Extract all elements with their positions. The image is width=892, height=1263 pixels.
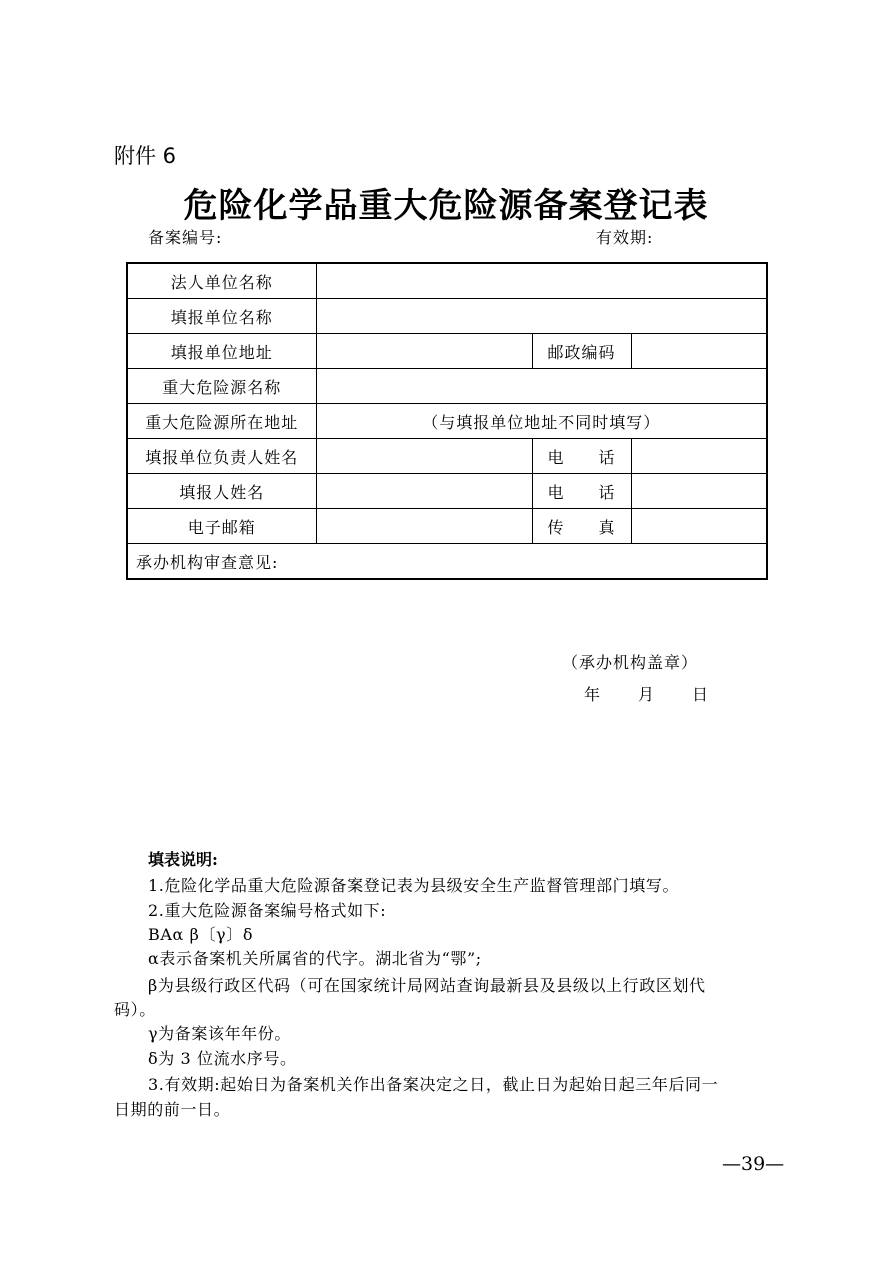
phone-label-1: 电 话 bbox=[532, 439, 631, 474]
page-number: —39— bbox=[722, 1153, 785, 1175]
legal-unit-name-label: 法人单位名称 bbox=[127, 263, 316, 299]
attachment-label: 附件 6 bbox=[114, 144, 177, 168]
form-row-hazard-address bbox=[127, 404, 767, 439]
hazard-source-address-label: 重大危险源所在地址 bbox=[127, 404, 316, 439]
date-month-label: 月 bbox=[638, 685, 656, 704]
postal-code-field[interactable] bbox=[631, 334, 767, 369]
note-line-4: α表示备案机关所属省的代字。湖北省为“鄂”; bbox=[148, 949, 482, 968]
reporting-unit-address-label: 填报单位地址 bbox=[127, 334, 316, 369]
form-row-address bbox=[127, 334, 767, 369]
phone-field-1[interactable] bbox=[631, 439, 767, 474]
note-line-1: 1.危险化学品重大危险源备案登记表为县级安全生产监督管理部门填写。 bbox=[148, 876, 680, 895]
email-label: 电子邮箱 bbox=[127, 509, 316, 544]
reporting-unit-address-field[interactable] bbox=[316, 334, 532, 369]
phone-label-2: 电 话 bbox=[532, 474, 631, 509]
fax-field[interactable] bbox=[631, 509, 767, 544]
note-line-3: BAα β〔γ〕δ bbox=[148, 925, 254, 944]
phone-field-2[interactable] bbox=[631, 474, 767, 509]
note-line-5a: β为县级行政区代码（可在国家统计局网站查询最新县及县级以上行政区划代 bbox=[148, 976, 706, 995]
email-field[interactable] bbox=[316, 509, 532, 544]
notes-title: 填表说明: bbox=[148, 850, 218, 869]
postal-code-label: 邮政编码 bbox=[532, 334, 631, 369]
form-row-hazard-name bbox=[127, 369, 767, 404]
note-line-2: 2.重大危险源备案编号格式如下: bbox=[148, 901, 387, 920]
validity-label: 有效期: bbox=[596, 228, 654, 247]
date-year-label: 年 bbox=[584, 685, 602, 704]
note-line-8a: 3.有效期:起始日为备案机关作出备案决定之日，截止日为起始日起三年后同一 bbox=[148, 1075, 719, 1094]
form-row-legal-unit bbox=[127, 263, 767, 299]
reporter-name-field[interactable] bbox=[316, 474, 532, 509]
fax-label: 传 真 bbox=[532, 509, 631, 544]
date-day-label: 日 bbox=[692, 685, 710, 704]
form-row-reporting-unit bbox=[127, 299, 767, 334]
note-line-5b: 码）。 bbox=[114, 1000, 156, 1019]
note-line-7: δ为 3 位流水序号。 bbox=[148, 1049, 297, 1068]
note-line-8b: 日期的前一日。 bbox=[114, 1100, 231, 1119]
form-row-unit-head bbox=[127, 439, 767, 474]
unit-head-name-label: 填报单位负责人姓名 bbox=[127, 439, 316, 474]
registration-number-label: 备案编号: bbox=[148, 228, 223, 247]
reporter-name-label: 填报人姓名 bbox=[127, 474, 316, 509]
hazard-source-address-field[interactable]: （与填报单位地址不同时填写） bbox=[316, 404, 767, 439]
review-opinion-label: 承办机构审查意见: bbox=[136, 553, 279, 572]
hazard-source-name-label: 重大危险源名称 bbox=[127, 369, 316, 404]
document-title: 危险化学品重大危险源备案登记表 bbox=[183, 186, 709, 226]
form-row-reporter bbox=[127, 474, 767, 509]
hazard-source-name-field[interactable] bbox=[316, 369, 767, 404]
seal-label: （承办机构盖章） bbox=[562, 653, 699, 672]
form-row-review-opinion bbox=[127, 544, 767, 580]
legal-unit-name-field[interactable] bbox=[316, 263, 767, 299]
review-opinion-field[interactable] bbox=[127, 544, 767, 704]
reporting-unit-name-label: 填报单位名称 bbox=[127, 299, 316, 334]
form-row-email bbox=[127, 509, 767, 544]
reporting-unit-name-field[interactable] bbox=[316, 299, 767, 334]
note-line-6: γ为备案该年年份。 bbox=[148, 1024, 291, 1043]
unit-head-name-field[interactable] bbox=[316, 439, 532, 474]
registration-form-table bbox=[126, 262, 768, 704]
